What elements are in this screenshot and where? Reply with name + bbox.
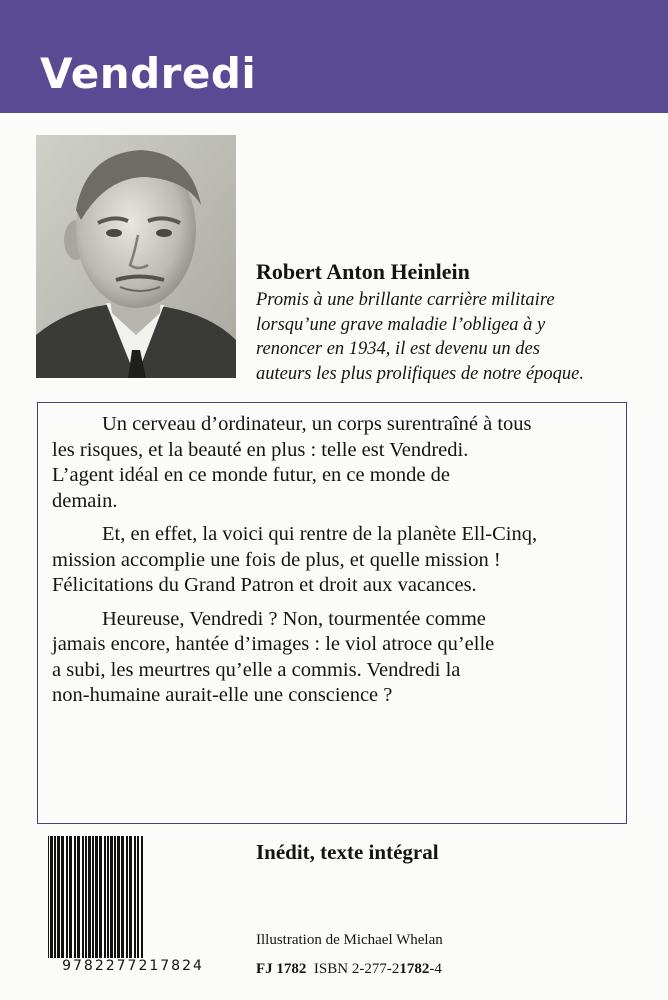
barcode-bar: [50, 836, 53, 958]
illustration-credit: Illustration de Michael Whelan: [256, 932, 443, 948]
barcode-number: 9782277217824: [40, 958, 226, 974]
author-portrait-image: [36, 135, 236, 378]
bio-line: lorsqu’une grave maladie l’obligea à y: [256, 314, 546, 335]
barcode-bar: [110, 836, 113, 958]
synopsis-paragraph: [52, 607, 622, 709]
barcode-bar: [57, 836, 60, 958]
bio-line: auteurs les plus prolifiques de notre époque.: [256, 363, 584, 384]
catalog-code: FJ 1782: [256, 961, 307, 977]
barcode-bar: [66, 836, 68, 958]
barcode-bar: [114, 836, 116, 958]
bio-line: renoncer en 1934, il est devenu un des: [256, 339, 540, 359]
barcode: [40, 836, 226, 976]
isbn-prefix: ISBN 2-277-2: [313, 961, 400, 977]
barcode-bar: [117, 836, 120, 958]
barcode-bar: [121, 836, 124, 958]
barcode-bar: [69, 836, 72, 958]
author-name: Robert Anton Heinlein: [256, 259, 470, 284]
synopsis-line: mission accomplie une fois de plus, et quelle mission !: [52, 548, 501, 571]
isbn-bold: 1782: [399, 961, 430, 977]
book-title: Vendredi: [40, 49, 257, 98]
synopsis-line: jamais encore, hantée d’images : le viol atroce qu’elle: [52, 633, 495, 655]
barcode-bar: [126, 836, 128, 958]
barcode-bar: [48, 836, 49, 968]
catalog-line: [256, 959, 442, 979]
barcode-bar: [88, 836, 91, 958]
isbn-suffix: -4: [429, 961, 442, 977]
author-bio: [256, 288, 656, 386]
synopsis-line: Et, en effet, la voici qui rentre de la planète Ell-Cinq,: [102, 523, 538, 545]
barcode-bar: [85, 836, 87, 958]
synopsis-line: les risques, et la beauté en plus : telle est Vendredi.: [52, 438, 469, 461]
synopsis-line: L’agent idéal en ce monde futur, en ce monde de: [52, 464, 451, 486]
barcode-bar: [141, 836, 143, 968]
synopsis-paragraph: [52, 412, 622, 514]
barcode-bar: [77, 836, 80, 958]
barcode-bar: [74, 836, 76, 958]
synopsis-line: a subi, les meurtres qu’elle a commis. Vendredi la: [52, 658, 461, 681]
barcode-bar: [137, 836, 139, 958]
synopsis-line: Un cerveau d’ordinateur, un corps surentraîné à tous: [102, 413, 532, 435]
synopsis-line: non-humaine aurait-elle une conscience ?: [52, 684, 393, 706]
barcode-bar: [92, 836, 94, 958]
barcode-bar: [54, 836, 56, 958]
barcode-bar: [61, 836, 64, 958]
author-photo: [36, 135, 236, 378]
barcode-bar: [95, 836, 98, 968]
synopsis-line: Heureuse, Vendredi ? Non, tourmentée comme: [102, 607, 486, 630]
synopsis-line: Félicitations du Grand Patron et droit aux vacances.: [52, 574, 477, 596]
barcode-bar: [107, 836, 109, 958]
synopsis-line: demain.: [52, 489, 118, 512]
barcode-bar: [104, 836, 106, 958]
synopsis-text: [52, 412, 622, 717]
barcode-bar: [134, 836, 136, 958]
barcode-bar: [129, 836, 132, 958]
edition-note: Inédit, texte intégral: [256, 840, 439, 864]
barcode-bar: [99, 836, 102, 958]
synopsis-paragraph: [52, 522, 622, 599]
bio-line: Promis à une brillante carrière militaire: [256, 290, 555, 310]
barcode-bar: [82, 836, 84, 958]
